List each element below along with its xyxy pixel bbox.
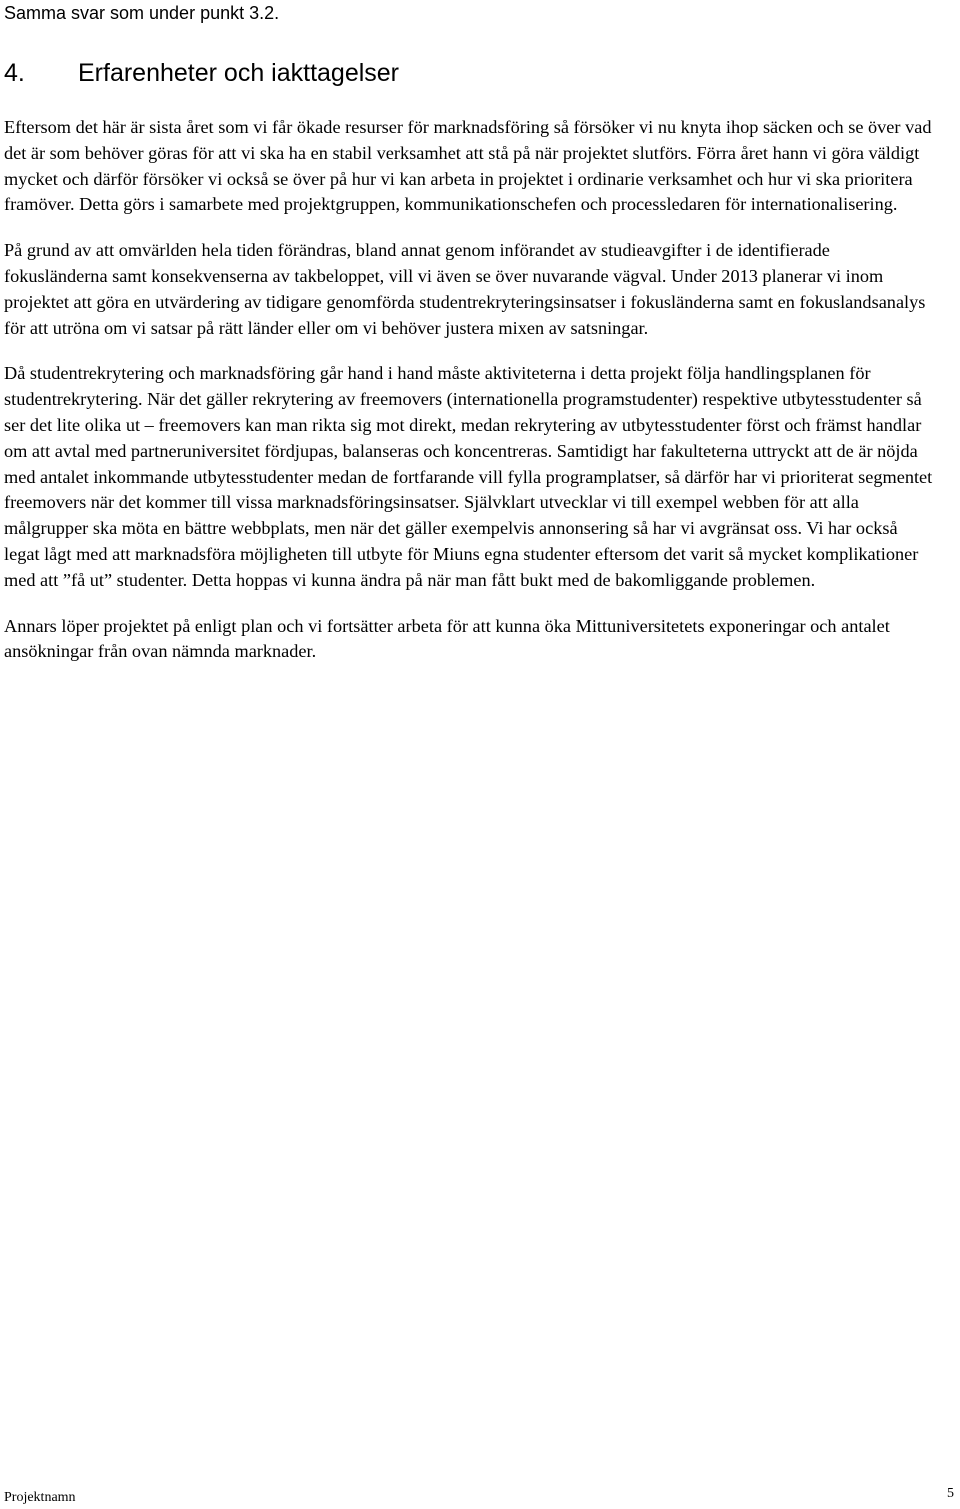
section-number: 4. [4, 59, 25, 87]
footer-project-name: Projektnamn [4, 1490, 76, 1505]
section-heading [4, 58, 399, 88]
body-text [4, 115, 934, 685]
section-title: Erfarenheter och iakttagelser [78, 59, 400, 87]
paragraph: Annars löper projektet på enligt plan och vi fortsätter arbeta för att kunna öka Mittuniversitetets exponeringar och antalet ansökningar från ovan nämnda marknader. [4, 615, 890, 662]
paragraph: Då studentrekrytering och marknadsföring går hand i hand måste aktiviteterna i detta projekt följa handlingsplanen för studentrekrytering. När det gäller rekrytering av freemovers (internationella programstudenter) respektive utbytesstudenter så ser det lite olika ut – freemovers kan man rikta sig mot direkt, medan rekrytering av utbytesstudenter först och främst handlar om att avtal med partneruniversitet fördjupas, balanseras och koncentreras. Samtidigt har fakulteterna uttryckt att de är nöjda med antalet inkommande utbytesstudenter medan de fortfarande vill fylla programplatser, så därför har vi prioriterat segmentet freemovers när det kommer till vissa marknadsföringsinsatser. Självklart utvecklar vi till exempel webben för att alla målgrupper ska möta en bättre webbplats, men när det gäller exempelvis annonsering så har vi avgränsat oss. Vi har också legat lågt med att marknadsföra möjligheten till utbyte för Miuns egna studenter eftersom det varit så mycket komplikationer med att ”få ut” studenter. Detta hoppas vi kunna ändra på när man fått bukt med de bakomliggande problemen. [4, 363, 933, 590]
paragraph: På grund av att omvärlden hela tiden förändras, bland annat genom införandet av studieavgifter i de identifierade fokusländerna samt konsekvenserna av takbeloppet, vill vi även se över nuvarande vägval. Under 2013 planerar vi inom projektet att göra en utvärdering av tidigare genomförda studentrekryteringsinsatser i fokusländerna samt en fokuslandsanalys för att utröna om vi satsar på rätt länder eller om vi behöver justera mixen av satsningar. [4, 240, 926, 338]
intro-line: Samma svar som under punkt 3.2. [4, 3, 280, 23]
footer-page-number: 5 [947, 1486, 954, 1501]
paragraph: Eftersom det här är sista året som vi får ökade resurser för marknadsföring så försöker vi nu knyta ihop säcken och se över vad det är som behöver göras för att vi ska ha en stabil verksamhet att stå på när projektet slutförs. Förra året hann vi göra väldigt mycket och därför försöker vi också se över på hur vi kan arbeta in projektet i ordinarie verksamhet och hur vi ska prioritera framöver. Detta görs i samarbete med projektgruppen, kommunikationschefen och processledaren för internationalisering. [4, 117, 932, 215]
